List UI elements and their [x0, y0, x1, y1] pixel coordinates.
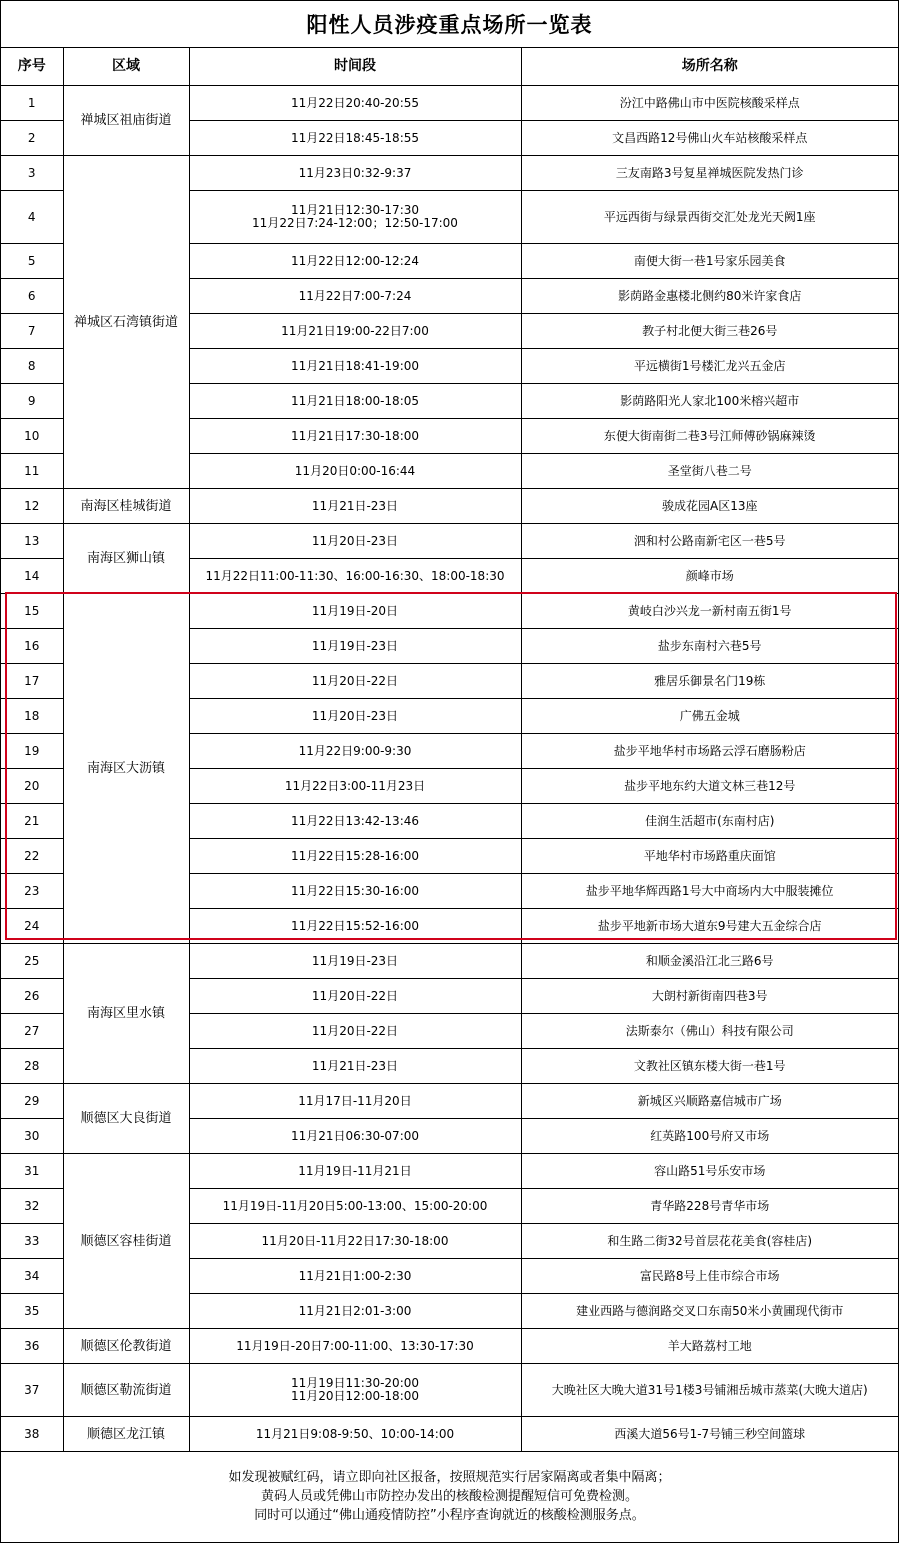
time-line: 11月20日-23日 — [311, 533, 399, 548]
cell-time — [189, 874, 521, 909]
cell-district: 顺德区勒流街道 — [63, 1364, 189, 1417]
cell-time — [189, 1084, 521, 1119]
cell-no: 15 — [1, 594, 63, 629]
time-line: 11月19日-20日7:00-11:00、13:30-17:30 — [236, 1338, 474, 1353]
cell-time — [189, 1294, 521, 1329]
cell-no: 31 — [1, 1154, 63, 1189]
cell-no: 2 — [1, 121, 63, 156]
cell-place: 青华路228号青华市场 — [521, 1189, 898, 1224]
cell-district: 南海区大沥镇 — [63, 594, 189, 944]
cell-time — [189, 944, 521, 979]
cell-no: 18 — [1, 699, 63, 734]
cell-time — [189, 1049, 521, 1084]
table-row — [1, 1329, 898, 1364]
cell-no: 10 — [1, 419, 63, 454]
cell-no: 16 — [1, 629, 63, 664]
header-no: 序号 — [1, 47, 63, 86]
time-line: 11月19日11:30-20:00 — [290, 1376, 420, 1390]
cell-no: 33 — [1, 1224, 63, 1259]
cell-time — [189, 86, 521, 121]
cell-no: 20 — [1, 769, 63, 804]
cell-no: 22 — [1, 839, 63, 874]
cell-place: 影荫路阳光人家北100米榕兴超市 — [521, 384, 898, 419]
cell-no: 26 — [1, 979, 63, 1014]
time-line: 11月23日0:32-9:37 — [298, 165, 412, 180]
cell-place: 法斯泰尔（佛山）科技有限公司 — [521, 1014, 898, 1049]
time-line: 11月21日19:00-22日7:00 — [281, 323, 429, 338]
cell-place: 东便大街南街二巷3号江师傅砂锅麻辣烫 — [521, 419, 898, 454]
time-line: 11月21日2:01-3:00 — [298, 1303, 412, 1318]
cell-no: 21 — [1, 804, 63, 839]
time-line: 11月22日15:28-16:00 — [290, 848, 420, 863]
cell-time — [189, 1364, 521, 1417]
cell-place: 平远横街1号楼汇龙兴五金店 — [521, 349, 898, 384]
time-line: 11月22日12:00-12:24 — [290, 253, 420, 268]
cell-no: 28 — [1, 1049, 63, 1084]
cell-time — [189, 629, 521, 664]
cell-no: 32 — [1, 1189, 63, 1224]
cell-no: 13 — [1, 524, 63, 559]
cell-time — [189, 1224, 521, 1259]
cell-place: 圣堂街八巷二号 — [521, 454, 898, 489]
cell-place: 文昌西路12号佛山火车站核酸采样点 — [521, 121, 898, 156]
time-line: 11月20日-22日 — [311, 673, 399, 688]
cell-time — [189, 191, 521, 244]
cell-place: 红英路100号府又市场 — [521, 1119, 898, 1154]
table-row — [1, 1154, 898, 1189]
table-row — [1, 1084, 898, 1119]
cell-time — [189, 839, 521, 874]
cell-place: 富民路8号上佳市综合市场 — [521, 1259, 898, 1294]
time-line: 11月22日7:24-12:00；12:50-17:00 — [252, 216, 458, 230]
cell-time — [189, 156, 521, 191]
cell-district: 顺德区伦教街道 — [63, 1329, 189, 1364]
cell-time — [189, 244, 521, 279]
cell-time — [189, 1154, 521, 1189]
cell-place: 盐步平地东约大道文林三巷12号 — [521, 769, 898, 804]
footer-notice — [1, 1450, 898, 1542]
table-row — [1, 156, 898, 191]
table-row — [1, 594, 898, 629]
cell-time — [189, 419, 521, 454]
cell-place: 盐步平地华村市场路云浮石磨肠粉店 — [521, 734, 898, 769]
cell-no: 34 — [1, 1259, 63, 1294]
cell-no: 23 — [1, 874, 63, 909]
cell-time — [189, 1119, 521, 1154]
time-line: 11月21日06:30-07:00 — [290, 1128, 420, 1143]
cell-place: 和生路二街32号首层花花美食(容桂店) — [521, 1224, 898, 1259]
time-line: 11月19日-23日 — [311, 953, 399, 968]
cell-time — [189, 804, 521, 839]
time-line: 11月21日1:00-2:30 — [298, 1268, 412, 1283]
table-header-row — [1, 47, 898, 86]
time-line: 11月21日-23日 — [311, 498, 399, 513]
time-line: 11月20日0:00-16:44 — [294, 463, 416, 478]
cell-no: 7 — [1, 314, 63, 349]
cell-time — [189, 454, 521, 489]
cell-district: 南海区狮山镇 — [63, 524, 189, 594]
header-place: 场所名称 — [521, 47, 898, 86]
table-body — [1, 86, 898, 1452]
cell-place: 南便大街一巷1号家乐园美食 — [521, 244, 898, 279]
cell-district: 南海区里水镇 — [63, 944, 189, 1084]
time-line: 11月19日-11月21日 — [298, 1163, 412, 1178]
cell-no: 6 — [1, 279, 63, 314]
time-line: 11月22日9:00-9:30 — [298, 743, 412, 758]
cell-place: 和顺金溪沿江北三路6号 — [521, 944, 898, 979]
time-line: 11月22日11:00-11:30、16:00-16:30、18:00-18:30 — [205, 568, 505, 583]
page-title: 阳性人员涉疫重点场所一览表 — [1, 1, 898, 48]
places-table — [1, 47, 898, 1452]
cell-place: 容山路51号乐安市场 — [521, 1154, 898, 1189]
cell-no: 4 — [1, 191, 63, 244]
time-line: 11月19日-20日 — [311, 603, 399, 618]
table-row — [1, 86, 898, 121]
cell-time — [189, 314, 521, 349]
time-line: 11月22日15:52-16:00 — [290, 918, 420, 933]
cell-place: 教子村北便大街三巷26号 — [521, 314, 898, 349]
cell-no: 37 — [1, 1364, 63, 1417]
cell-no: 3 — [1, 156, 63, 191]
cell-no: 8 — [1, 349, 63, 384]
cell-place: 大晚社区大晚大道31号1楼3号铺湘岳城市蒸菜(大晚大道店) — [521, 1364, 898, 1417]
cell-place: 颜峰市场 — [521, 559, 898, 594]
cell-no: 19 — [1, 734, 63, 769]
cell-no: 24 — [1, 909, 63, 944]
cell-no: 29 — [1, 1084, 63, 1119]
time-line: 11月21日17:30-18:00 — [290, 428, 420, 443]
cell-place: 西溪大道56号1-7号铺三秒空间篮球 — [521, 1417, 898, 1452]
table-row — [1, 944, 898, 979]
time-line: 11月20日-23日 — [311, 708, 399, 723]
cell-place: 羊大路荔村工地 — [521, 1329, 898, 1364]
time-line: 11月20日-11月22日17:30-18:00 — [261, 1233, 449, 1248]
cell-no: 17 — [1, 664, 63, 699]
time-line: 11月22日3:00-11月23日 — [284, 778, 426, 793]
cell-time — [189, 769, 521, 804]
cell-place: 汾江中路佛山市中医院核酸采样点 — [521, 86, 898, 121]
cell-place: 三友南路3号复星禅城医院发热门诊 — [521, 156, 898, 191]
cell-district: 顺德区龙江镇 — [63, 1417, 189, 1452]
time-line: 11月19日-11月20日5:00-13:00、15:00-20:00 — [222, 1198, 488, 1213]
cell-time — [189, 121, 521, 156]
footer-line-2: 黄码人员或凭佛山市防控办发出的核酸检测提醒短信可免费检测。 — [260, 1488, 638, 1504]
cell-district: 禅城区石湾镇街道 — [63, 156, 189, 489]
cell-place: 影荫路金惠楼北侧约80米许家食店 — [521, 279, 898, 314]
cell-district: 南海区桂城街道 — [63, 489, 189, 524]
cell-place: 新城区兴顺路嘉信城市广场 — [521, 1084, 898, 1119]
time-line: 11月20日-22日 — [311, 1023, 399, 1038]
table-row — [1, 1364, 898, 1417]
cell-time — [189, 489, 521, 524]
cell-no: 11 — [1, 454, 63, 489]
time-line: 11月20日12:00-18:00 — [290, 1389, 420, 1403]
cell-place: 大朗村新街南四巷3号 — [521, 979, 898, 1014]
header-time: 时间段 — [189, 47, 521, 86]
time-line: 11月19日-23日 — [311, 638, 399, 653]
time-line: 11月22日18:45-18:55 — [290, 130, 420, 145]
footer-line-3: 同时可以通过“佛山通疫情防控”小程序查询就近的核酸检测服务点。 — [254, 1507, 645, 1523]
cell-place: 盐步平地华辉西路1号大中商场内大中服装摊位 — [521, 874, 898, 909]
cell-time — [189, 909, 521, 944]
cell-district: 顺德区容桂街道 — [63, 1154, 189, 1329]
cell-place: 广佛五金城 — [521, 699, 898, 734]
cell-time — [189, 384, 521, 419]
cell-time — [189, 664, 521, 699]
cell-time — [189, 979, 521, 1014]
cell-place: 黄岐白沙兴龙一新村南五街1号 — [521, 594, 898, 629]
cell-time — [189, 1189, 521, 1224]
cell-no: 30 — [1, 1119, 63, 1154]
time-line: 11月21日12:30-17:30 — [290, 203, 420, 217]
cell-no: 25 — [1, 944, 63, 979]
cell-no: 38 — [1, 1417, 63, 1452]
table-row — [1, 489, 898, 524]
header-district: 区域 — [63, 47, 189, 86]
time-line: 11月21日9:08-9:50、10:00-14:00 — [255, 1426, 455, 1441]
cell-time — [189, 1259, 521, 1294]
time-line: 11月21日-23日 — [311, 1058, 399, 1073]
cell-no: 1 — [1, 86, 63, 121]
time-line: 11月22日15:30-16:00 — [290, 883, 420, 898]
cell-time — [189, 734, 521, 769]
cell-no: 35 — [1, 1294, 63, 1329]
cell-no: 14 — [1, 559, 63, 594]
cell-time — [189, 349, 521, 384]
cell-time — [189, 279, 521, 314]
cell-place: 雅居乐御景名门19栋 — [521, 664, 898, 699]
cell-time — [189, 594, 521, 629]
table-row — [1, 524, 898, 559]
time-line: 11月20日-22日 — [311, 988, 399, 1003]
cell-time — [189, 1417, 521, 1452]
cell-place: 文教社区镇东楼大街一巷1号 — [521, 1049, 898, 1084]
time-line: 11月22日20:40-20:55 — [290, 95, 420, 110]
cell-district: 禅城区祖庙街道 — [63, 86, 189, 156]
cell-place: 建业西路与德润路交叉口东南50米小黄圃现代街市 — [521, 1294, 898, 1329]
cell-place: 泗和村公路南新宅区一巷5号 — [521, 524, 898, 559]
time-line: 11月21日18:41-19:00 — [290, 358, 420, 373]
cell-no: 5 — [1, 244, 63, 279]
cell-place: 盐步平地新市场大道东9号建大五金综合店 — [521, 909, 898, 944]
cell-place: 平远西街与绿景西街交汇处龙光天阙1座 — [521, 191, 898, 244]
cell-time — [189, 1014, 521, 1049]
cell-place: 佳润生活超市(东南村店) — [521, 804, 898, 839]
footer-line-1: 如发现被赋红码，请立即向社区报备，按照规范实行居家隔离或者集中隔离； — [228, 1469, 671, 1485]
cell-time — [189, 524, 521, 559]
table-row — [1, 1417, 898, 1452]
time-line: 11月17日-11月20日 — [298, 1093, 412, 1108]
time-line: 11月22日7:00-7:24 — [298, 288, 412, 303]
cell-time — [189, 699, 521, 734]
cell-no: 27 — [1, 1014, 63, 1049]
cell-no: 9 — [1, 384, 63, 419]
cell-place: 盐步东南村六巷5号 — [521, 629, 898, 664]
cell-district: 顺德区大良街道 — [63, 1084, 189, 1154]
time-line: 11月22日13:42-13:46 — [290, 813, 420, 828]
cell-place: 骏成花园A区13座 — [521, 489, 898, 524]
cell-place: 平地华村市场路重庆面馆 — [521, 839, 898, 874]
cell-time — [189, 1329, 521, 1364]
time-line: 11月21日18:00-18:05 — [290, 393, 420, 408]
cell-no: 36 — [1, 1329, 63, 1364]
cell-no: 12 — [1, 489, 63, 524]
cell-time — [189, 559, 521, 594]
